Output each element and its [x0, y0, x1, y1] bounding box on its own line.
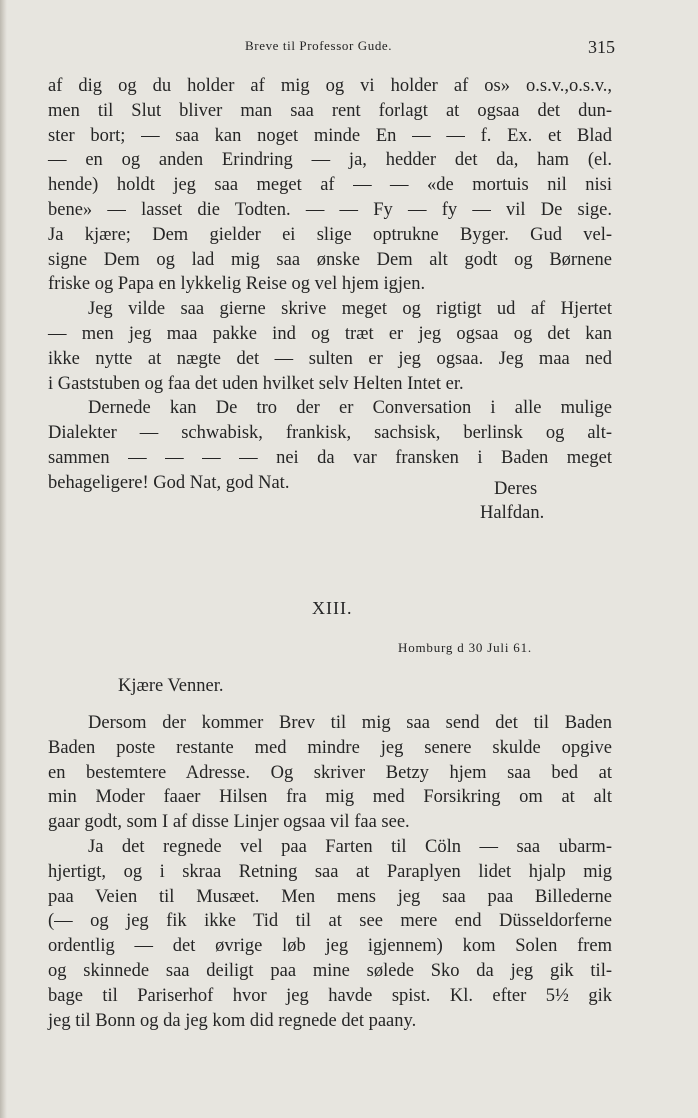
text-line: paa Veien til Musæet. Men mens jeg saa paa Billederne — [48, 886, 612, 907]
text-line: jeg til Bonn og da jeg kom did regnede det paany. — [48, 1010, 417, 1031]
text-line: Dersom der kommer Brev til mig saa send det til Baden — [88, 713, 612, 733]
text-line: Dialekter — schwabisk, frankisk, sachsisk, berlinsk og alt- — [48, 423, 612, 444]
text-line: sammen — — — — nei da var fransken i Baden meget — [48, 447, 612, 468]
text-line: signe Dem og lad mig saa ønske Dem alt godt og Børnene — [48, 249, 612, 270]
text-line: hende) holdt jeg saa meget af — — «de mortuis nil nisi — [48, 175, 612, 196]
text-line: ikke nytte at nægte det — sulten er jeg ogsaa. Jeg maa ned — [48, 348, 612, 369]
text-line: Dernede kan De tro der er Conversation i alle mulige — [88, 398, 612, 419]
text-line: (— og jeg fik ikke Tid til at see mere end Düsseldorferne — [48, 911, 612, 932]
dateline: Homburg d 30 Juli 61. — [398, 640, 532, 655]
letter-continuation — [48, 74, 612, 496]
text-line: friske og Papa en lykkelig Reise og vel hjem igjen. — [48, 274, 426, 295]
letter-number-heading: XIII. — [312, 598, 353, 618]
salutation: Kjære Venner. — [118, 676, 224, 696]
text-line: gaar godt, som I af disse Linjer ogsaa vil faa see. — [48, 812, 410, 833]
text-line: af dig og du holder af mig og vi holder af os» o.s.v.,o.s.v., — [48, 76, 612, 96]
text-line: og skinnede saa deiligt paa mine sølede Sko da jeg gik til- — [48, 960, 612, 981]
text-line: bage til Pariserhof hvor jeg havde spist. Kl. efter 5½ gik — [48, 985, 612, 1006]
running-head: Breve til Professor Gude. — [245, 38, 393, 53]
text-line: — men jeg maa pakke ind og træt er jeg ogsaa og det kan — [48, 323, 612, 344]
page-edge-shadow — [0, 0, 7, 1118]
letter-xiii-body — [48, 711, 612, 1033]
text-line: ordentlig — det øvrige løb jeg igjennem) kom Solen frem — [48, 936, 612, 957]
text-line: min Moder faaer Hilsen fra mig med Forsikring om at alt — [48, 787, 612, 808]
text-line: ster bort; — saa kan noget minde En — — f. Ex. et Blad — [48, 125, 612, 146]
text-line: — en og anden Erindring — ja, hedder det da, ham (el. — [48, 150, 612, 171]
text-line: hjertigt, og i skraa Retning saa at Paraplyen lidet hjalp mig — [48, 861, 612, 882]
text-line: Jeg vilde saa gierne skrive meget og rigtigt ud af Hjertet — [88, 299, 612, 320]
text-line: Ja kjære; Dem gielder ei slige optrukne Byger. Gud vel- — [48, 224, 612, 245]
closing-phrase: Deres — [494, 479, 538, 499]
signature: Halfdan. — [480, 503, 545, 523]
text-line: bene» — lasset die Todten. — — Fy — fy — vil De sige. — [48, 199, 612, 220]
page-number: 315 — [588, 37, 615, 57]
text-line: Baden poste restante med mindre jeg senere skulde opgive — [48, 737, 612, 758]
text-line: en bestemtere Adresse. Og skriver Betzy hjem saa bed at — [48, 762, 612, 783]
text-line: men til Slut bliver man saa rent forlagt at ogsaa det dun- — [48, 100, 612, 121]
text-line: i Gaststuben og faa det uden hvilket selv Helten Intet er. — [48, 373, 464, 394]
text-line: Ja det regnede vel paa Farten til Cöln — saa ubarm- — [88, 836, 612, 857]
text-line: behageligere! God Nat, god Nat. — [48, 472, 290, 493]
